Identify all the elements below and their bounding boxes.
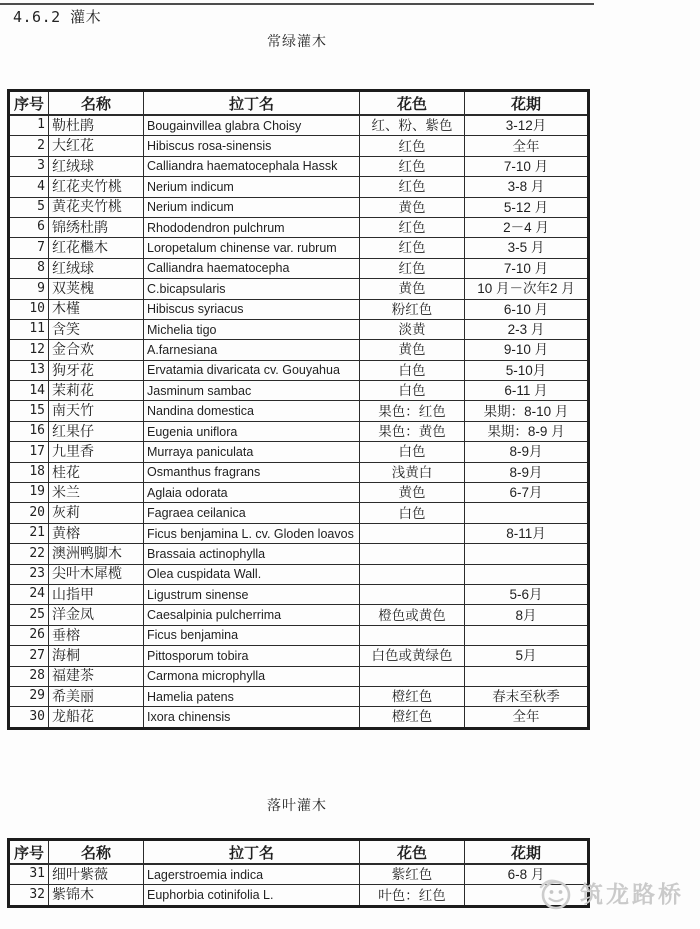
cell-period	[465, 564, 589, 584]
cell-color	[360, 625, 465, 645]
cell-no: 2	[9, 136, 49, 156]
table-caption-evergreen: 常绿灌木	[267, 33, 327, 49]
cell-period: 6-7月	[465, 483, 589, 503]
cell-period: 2－4 月	[465, 217, 589, 237]
cell-period: 6-11 月	[465, 381, 589, 401]
cell-no: 21	[9, 523, 49, 543]
cell-name: 红绒球	[49, 258, 144, 278]
cell-color: 白色	[360, 381, 465, 401]
cell-latin: C.bicapsularis	[144, 279, 360, 299]
cell-no: 17	[9, 442, 49, 462]
cell-period: 3-12月	[465, 115, 589, 136]
cell-period: 9-10 月	[465, 340, 589, 360]
table-row	[9, 646, 589, 666]
table-row	[9, 115, 589, 136]
cell-latin: Ficus benjamina L. cv. Gloden loavos	[144, 523, 360, 543]
cell-latin: Michelia tigo	[144, 319, 360, 339]
cell-color: 紫红色	[360, 864, 465, 885]
cell-name: 黄花夹竹桃	[49, 197, 144, 217]
table-row	[9, 360, 589, 380]
cell-no: 16	[9, 421, 49, 441]
cell-color: 红色	[360, 238, 465, 258]
cell-no: 1	[9, 115, 49, 136]
cell-no: 11	[9, 319, 49, 339]
cell-color	[360, 564, 465, 584]
cell-color: 红色	[360, 177, 465, 197]
evergreen-shrubs-table	[7, 89, 590, 730]
cell-color: 白色	[360, 503, 465, 523]
cell-name: 澳洲鸭脚木	[49, 544, 144, 564]
column-header-no: 序号	[9, 91, 49, 116]
cell-latin: Euphorbia cotinifolia L.	[144, 885, 360, 906]
cell-color: 黄色	[360, 483, 465, 503]
cell-name: 紫锦木	[49, 885, 144, 906]
table-row	[9, 707, 589, 728]
cell-no: 26	[9, 625, 49, 645]
cell-name: 细叶紫薇	[49, 864, 144, 885]
cell-period: 7-10 月	[465, 156, 589, 176]
cell-no: 22	[9, 544, 49, 564]
cell-period: 8月	[465, 605, 589, 625]
cell-period: 8-9月	[465, 462, 589, 482]
table-row	[9, 564, 589, 584]
cell-no: 29	[9, 686, 49, 706]
cell-period: 2-3 月	[465, 319, 589, 339]
column-header-name: 名称	[49, 840, 144, 865]
cell-name: 勒杜鹃	[49, 115, 144, 136]
cell-name: 垂榕	[49, 625, 144, 645]
cell-color: 果色：红色	[360, 401, 465, 421]
table-row	[9, 483, 589, 503]
column-header-period: 花期	[465, 840, 589, 865]
cell-no: 12	[9, 340, 49, 360]
cell-no: 13	[9, 360, 49, 380]
cell-no: 6	[9, 217, 49, 237]
cell-name: 木槿	[49, 299, 144, 319]
table-caption-deciduous: 落叶灌木	[267, 797, 327, 813]
cell-latin: Nandina domestica	[144, 401, 360, 421]
cell-color: 红色	[360, 156, 465, 176]
cell-color: 浅黄白	[360, 462, 465, 482]
cell-latin: Nerium indicum	[144, 197, 360, 217]
column-header-no: 序号	[9, 840, 49, 865]
cell-name: 尖叶木犀榄	[49, 564, 144, 584]
cell-period	[465, 544, 589, 564]
table-row	[9, 340, 589, 360]
cell-no: 8	[9, 258, 49, 278]
cell-latin: Ligustrum sinense	[144, 584, 360, 604]
cell-latin: Osmanthus fragrans	[144, 462, 360, 482]
cell-color: 橙色或黄色	[360, 605, 465, 625]
cell-period	[465, 625, 589, 645]
cell-color: 红色	[360, 258, 465, 278]
cell-period	[465, 885, 589, 906]
table-row	[9, 319, 589, 339]
cell-period: 7-10 月	[465, 258, 589, 278]
column-header-latin: 拉丁名	[144, 840, 360, 865]
cell-latin: Hibiscus syriacus	[144, 299, 360, 319]
cell-latin: A.farnesiana	[144, 340, 360, 360]
cell-name: 含笑	[49, 319, 144, 339]
cell-no: 30	[9, 707, 49, 728]
cell-period: 5月	[465, 646, 589, 666]
cell-name: 桂花	[49, 462, 144, 482]
cell-no: 24	[9, 584, 49, 604]
cell-latin: Ficus benjamina	[144, 625, 360, 645]
cell-period: 全年	[465, 707, 589, 728]
cell-period: 5-12 月	[465, 197, 589, 217]
cell-name: 南天竹	[49, 401, 144, 421]
watermark-text: 筑龙路桥	[580, 880, 684, 907]
table-row	[9, 605, 589, 625]
column-header-latin: 拉丁名	[144, 91, 360, 116]
cell-name: 双荚槐	[49, 279, 144, 299]
cell-latin: Jasminum sambac	[144, 381, 360, 401]
cell-no: 7	[9, 238, 49, 258]
cell-no: 28	[9, 666, 49, 686]
table-row	[9, 238, 589, 258]
cell-color: 红、粉、紫色	[360, 115, 465, 136]
table-row	[9, 584, 589, 604]
cell-name: 黄榕	[49, 523, 144, 543]
column-header-color: 花色	[360, 91, 465, 116]
cell-name: 九里香	[49, 442, 144, 462]
table-row	[9, 381, 589, 401]
cell-latin: Lagerstroemia indica	[144, 864, 360, 885]
cell-latin: Eugenia uniflora	[144, 421, 360, 441]
cell-period: 春末至秋季	[465, 686, 589, 706]
cell-no: 14	[9, 381, 49, 401]
cell-name: 海桐	[49, 646, 144, 666]
cell-latin: Carmona microphylla	[144, 666, 360, 686]
cell-name: 龙船花	[49, 707, 144, 728]
table-row	[9, 421, 589, 441]
cell-color: 粉红色	[360, 299, 465, 319]
table-row	[9, 462, 589, 482]
cell-color: 黄色	[360, 340, 465, 360]
cell-latin: Nerium indicum	[144, 177, 360, 197]
cell-name: 红花檵木	[49, 238, 144, 258]
cell-no: 31	[9, 864, 49, 885]
cell-latin: Hibiscus rosa-sinensis	[144, 136, 360, 156]
cell-latin: Aglaia odorata	[144, 483, 360, 503]
column-header-name: 名称	[49, 91, 144, 116]
cell-color: 黄色	[360, 279, 465, 299]
cell-latin: Murraya paniculata	[144, 442, 360, 462]
cell-name: 红绒球	[49, 156, 144, 176]
section-heading: 4.6.2 灌木	[13, 8, 102, 26]
cell-color: 橙红色	[360, 686, 465, 706]
cell-period: 8-9月	[465, 442, 589, 462]
cell-name: 红花夹竹桃	[49, 177, 144, 197]
cell-latin: Calliandra haematocephala Hassk	[144, 156, 360, 176]
cell-no: 20	[9, 503, 49, 523]
cell-name: 希美丽	[49, 686, 144, 706]
cell-no: 3	[9, 156, 49, 176]
cell-latin: Olea cuspidata Wall.	[144, 564, 360, 584]
table-row	[9, 544, 589, 564]
table-row	[9, 442, 589, 462]
cell-period: 6-10 月	[465, 299, 589, 319]
column-header-color: 花色	[360, 840, 465, 865]
cell-color	[360, 523, 465, 543]
table-row	[9, 177, 589, 197]
table-row	[9, 666, 589, 686]
cell-period: 全年	[465, 136, 589, 156]
cell-no: 5	[9, 197, 49, 217]
table-row	[9, 136, 589, 156]
cell-period: 6-8 月	[465, 864, 589, 885]
cell-color	[360, 666, 465, 686]
cell-period: 10 月－次年2 月	[465, 279, 589, 299]
cell-color: 橙红色	[360, 707, 465, 728]
table-row	[9, 279, 589, 299]
cell-latin: Loropetalum chinense var. rubrum	[144, 238, 360, 258]
cell-latin: Brassaia actinophylla	[144, 544, 360, 564]
cell-color: 红色	[360, 136, 465, 156]
cell-color: 黄色	[360, 197, 465, 217]
cell-no: 23	[9, 564, 49, 584]
table-row	[9, 625, 589, 645]
cell-latin: Fagraea ceilanica	[144, 503, 360, 523]
cell-name: 灰莉	[49, 503, 144, 523]
cell-period: 5-6月	[465, 584, 589, 604]
top-rule	[0, 3, 594, 5]
cell-color: 淡黄	[360, 319, 465, 339]
table-row	[9, 864, 589, 885]
cell-name: 茉莉花	[49, 381, 144, 401]
cell-period: 果期：8-10 月	[465, 401, 589, 421]
cell-period: 8-11月	[465, 523, 589, 543]
cell-no: 9	[9, 279, 49, 299]
cell-latin: Bougainvillea glabra Choisy	[144, 115, 360, 136]
table-row	[9, 156, 589, 176]
cell-name: 狗牙花	[49, 360, 144, 380]
cell-period	[465, 503, 589, 523]
cell-name: 米兰	[49, 483, 144, 503]
table-row	[9, 299, 589, 319]
cell-latin: Hamelia patens	[144, 686, 360, 706]
cell-no: 19	[9, 483, 49, 503]
cell-no: 10	[9, 299, 49, 319]
cell-color: 叶色：红色	[360, 885, 465, 906]
cell-no: 4	[9, 177, 49, 197]
cell-period: 5-10月	[465, 360, 589, 380]
cell-color	[360, 544, 465, 564]
cell-latin: Caesalpinia pulcherrima	[144, 605, 360, 625]
cell-period: 3-8 月	[465, 177, 589, 197]
table-row	[9, 258, 589, 278]
cell-latin: Ixora chinensis	[144, 707, 360, 728]
cell-name: 山指甲	[49, 584, 144, 604]
cell-color: 果色：黄色	[360, 421, 465, 441]
cell-color: 白色	[360, 442, 465, 462]
cell-no: 18	[9, 462, 49, 482]
cell-latin: Calliandra haematocepha	[144, 258, 360, 278]
cell-name: 锦绣杜鹃	[49, 217, 144, 237]
table-row	[9, 686, 589, 706]
cell-latin: Ervatamia divaricata cv. Gouyahua	[144, 360, 360, 380]
table-row	[9, 217, 589, 237]
cell-period: 果期：8-9 月	[465, 421, 589, 441]
table-row	[9, 503, 589, 523]
table-row	[9, 523, 589, 543]
deciduous-shrubs-table	[7, 838, 590, 908]
cell-color: 白色或黄绿色	[360, 646, 465, 666]
cell-name: 金合欢	[49, 340, 144, 360]
cell-name: 红果仔	[49, 421, 144, 441]
cell-no: 27	[9, 646, 49, 666]
cell-name: 大红花	[49, 136, 144, 156]
cell-color: 红色	[360, 217, 465, 237]
cell-period	[465, 666, 589, 686]
cell-no: 15	[9, 401, 49, 421]
column-header-period: 花期	[465, 91, 589, 116]
table-row	[9, 885, 589, 906]
table-row	[9, 401, 589, 421]
cell-latin: Pittosporum tobira	[144, 646, 360, 666]
cell-latin: Rhododendron pulchrum	[144, 217, 360, 237]
table-row	[9, 197, 589, 217]
cell-color	[360, 584, 465, 604]
cell-color: 白色	[360, 360, 465, 380]
cell-name: 洋金凤	[49, 605, 144, 625]
cell-no: 32	[9, 885, 49, 906]
cell-period: 3-5 月	[465, 238, 589, 258]
cell-no: 25	[9, 605, 49, 625]
cell-name: 福建茶	[49, 666, 144, 686]
